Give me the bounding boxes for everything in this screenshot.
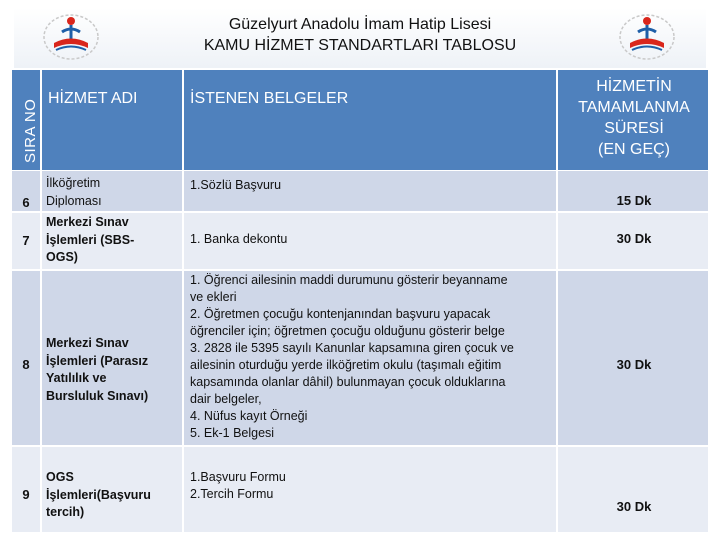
duration: 30 Dk: [616, 357, 652, 372]
service-name: Merkezi Sınav İşlemleri (Parasız Yatılılık ve Bursluluk Sınavı): [46, 336, 149, 403]
duration: 30 Dk: [616, 499, 652, 514]
column-header-sure: HİZMETİN TAMAMLANMA SÜRESİ (EN GEÇ): [578, 78, 690, 158]
duration: 15 Dk: [616, 193, 652, 208]
required-documents: 1. Banka dekontu: [190, 232, 288, 246]
column-divider: [556, 70, 558, 532]
required-documents: 1. Öğrenci ailesinin maddi durumunu gösterir beyanname ve ekleri 2. Öğretmen çocuğu kontenjanından başvuru yapacak öğrenciler için; öğretmen çocuğu olduğunu gösterir belge 3. 2828 ile 5395 sayılı Kanunlar kapsamına giren çocuk ve ailesinin oturduğu yerde ilköğretim okulu (taşımalı eğitim kapsamında olanlar dâhil) bulunmayan çocuk olduklarına dair belgeler, 4. Nüfus kayıt Örneği 5. Ek-1 Belgesi: [190, 273, 514, 440]
row-number: 9: [22, 487, 30, 502]
required-documents: 1.Başvuru Formu 2.Tercih Formu: [190, 470, 286, 501]
duration: 30 Dk: [616, 231, 652, 246]
column-header-hizmet-adi: HİZMET ADI: [48, 90, 138, 107]
column-header-sira-no: SIRA NO: [22, 98, 39, 163]
column-header-istenen-belgeler: İSTENEN BELGELER: [190, 90, 349, 107]
school-name: Güzelyurt Anadolu İmam Hatip Lisesi: [228, 16, 492, 33]
service-name: İlköğretim Diploması: [46, 176, 102, 208]
row-number: 8: [22, 357, 30, 372]
row-number: 7: [22, 233, 30, 248]
service-name: Merkezi Sınav İşlemleri (SBS- OGS): [46, 215, 135, 264]
service-name: OGS İşlemleri(Başvuru tercih): [46, 470, 151, 519]
column-divider: [40, 70, 42, 532]
row-number: 6: [22, 195, 30, 210]
column-divider: [182, 70, 184, 532]
required-documents: 1.Sözlü Başvuru: [190, 178, 282, 192]
table-title: KAMU HİZMET STANDARTLARI TABLOSU: [203, 37, 517, 54]
page-title: [0, 14, 720, 56]
